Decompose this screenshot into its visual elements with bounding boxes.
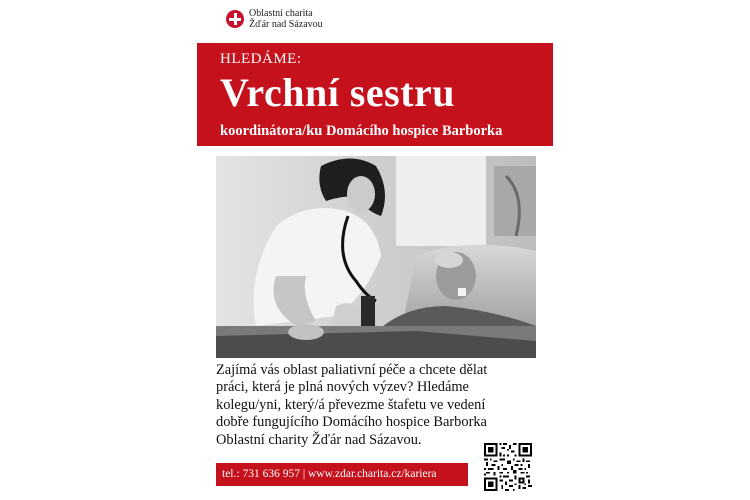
logo-line-2: Žďár nad Sázavou [249, 19, 323, 30]
description-line: práci, která je plná nových výzev? Hledáme [216, 379, 469, 396]
contact-bar[interactable]: tel.: 731 636 957 | www.zdar.charita.cz/kariera [216, 463, 468, 486]
description-line: Zajímá vás oblast paliativní péče a chcete dělat [216, 362, 488, 378]
banner-subtitle: koordinátora/ku Domácího hospice Barborka [220, 123, 503, 139]
description-line: Oblastní charity Žďár nad Sázavou. [216, 431, 422, 448]
photo-illustration [216, 156, 536, 358]
banner-kicker: HLEDÁME: [220, 51, 302, 67]
nurse-patient-photo [216, 156, 536, 358]
qr-code-icon[interactable] [484, 443, 532, 491]
headline-banner [197, 43, 553, 146]
charity-cross-icon [226, 10, 244, 28]
logo-text [249, 8, 323, 30]
description-line: dobře fungujícího Domácího hospice Barborka [216, 414, 487, 431]
logo-line-1: Oblastní charita [249, 8, 313, 19]
job-description [216, 362, 546, 449]
description-line: kolegu/yni, který/á převezme štafetu ve vedení [216, 396, 486, 413]
banner-title: Vrchní sestru [220, 70, 456, 115]
charity-logo [226, 6, 323, 32]
qr-graphic [484, 443, 532, 491]
